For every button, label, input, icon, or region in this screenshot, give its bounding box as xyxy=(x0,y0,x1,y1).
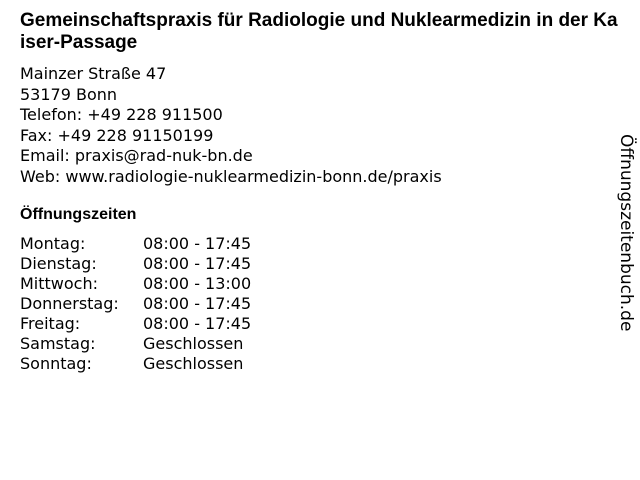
hours-day: Mittwoch: xyxy=(20,274,98,293)
hours-time: 08:00 - 17:45 xyxy=(143,294,252,313)
hours-row-thursday xyxy=(20,294,251,314)
hours-day: Dienstag: xyxy=(20,254,97,273)
hours-row-wednesday xyxy=(20,274,251,294)
hours-time: 08:00 - 13:00 xyxy=(143,274,252,293)
hours-row-friday xyxy=(20,314,251,334)
hours-day: Montag: xyxy=(20,234,86,253)
hours-time: Geschlossen xyxy=(143,334,244,353)
hours-day: Samstag: xyxy=(20,334,96,353)
hours-row-tuesday xyxy=(20,254,251,274)
address-fax: Fax: +49 228 91150199 xyxy=(20,125,214,145)
address-block xyxy=(20,64,442,187)
page-title: Gemeinschaftspraxis für Radiologie und Nuklearmedizin in der Kaiser-Passage xyxy=(20,10,618,53)
hours-row-saturday xyxy=(20,334,251,354)
hours-row-sunday xyxy=(20,354,251,374)
hours-day: Donnerstag: xyxy=(20,294,119,313)
hours-time: 08:00 - 17:45 xyxy=(143,314,252,333)
opening-hours-table xyxy=(20,234,251,374)
address-email: Email: praxis@rad-nuk-bn.de xyxy=(20,146,253,165)
hours-row-monday xyxy=(20,234,251,254)
hours-time: 08:00 - 17:45 xyxy=(143,234,252,253)
hours-time: 08:00 - 17:45 xyxy=(143,254,252,273)
hours-day: Sonntag: xyxy=(20,354,92,373)
hours-time: Geschlossen xyxy=(143,354,244,373)
hours-day: Freitag: xyxy=(20,314,81,333)
opening-hours-heading: Öffnungszeiten xyxy=(20,206,137,223)
address-city: 53179 Bonn xyxy=(20,84,118,104)
address-web: Web: www.radiologie-nuklearmedizin-bonn.de/praxis xyxy=(20,166,442,186)
address-phone: Telefon: +49 228 911500 xyxy=(20,105,223,124)
address-street: Mainzer Straße 47 xyxy=(20,64,167,83)
brand-watermark: Öffnungszeitenbuch.de xyxy=(616,134,636,332)
